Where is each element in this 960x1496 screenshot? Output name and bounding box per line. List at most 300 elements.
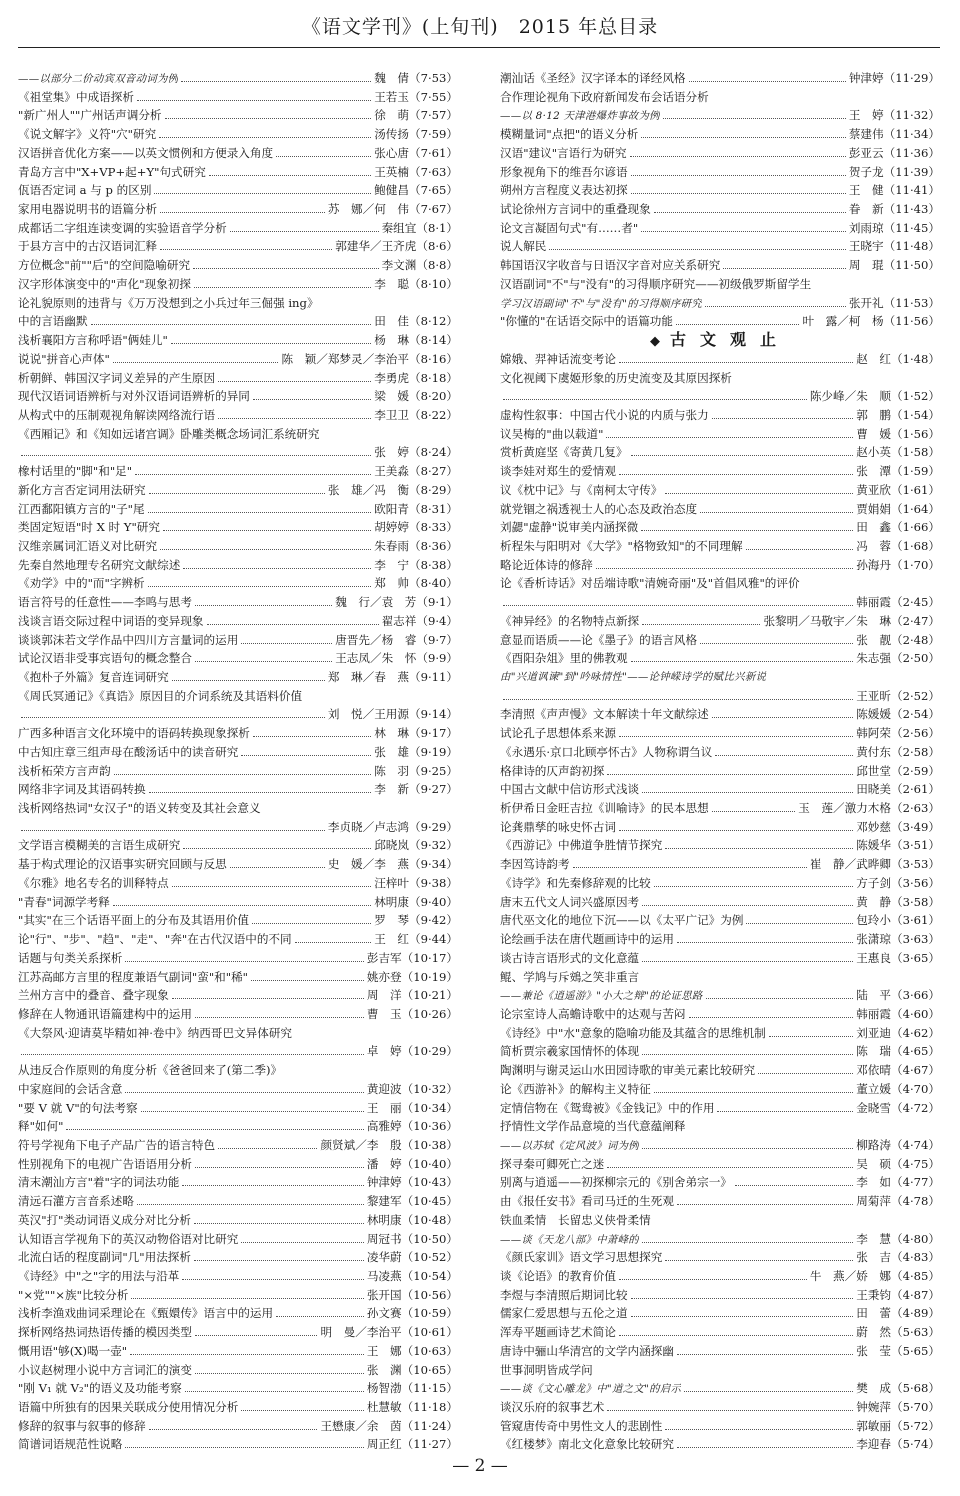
entry-title: 浅析李渔戏曲词采理论在《甄嬛传》语言中的运用 [18, 1306, 274, 1321]
dot-leader [642, 1054, 853, 1055]
toc-entry [18, 986, 458, 1005]
entry-author-page: 张 靓（2·48） [856, 632, 940, 647]
toc-entry [500, 237, 940, 256]
entry-title: 从违反合作原则的角度分析《爸爸回来了(第二季)》 [18, 1063, 283, 1078]
dot-leader [642, 1242, 853, 1243]
entry-title: 汉语拼音优化方案——以英文惯例和方便录入角度 [18, 145, 274, 160]
toc-entry [500, 574, 940, 593]
entry-author-page: 李贞晓／卢志鸿（9·29） [327, 819, 458, 834]
toc-entry [500, 836, 940, 855]
entry-title: 修辞的叙事与叙事的修辞 [18, 1418, 146, 1433]
entry-author-page: 胡婷婷（8·33） [374, 520, 458, 535]
dot-leader [642, 1148, 853, 1149]
dot-leader [194, 287, 371, 288]
dot-leader [665, 1429, 853, 1430]
toc-entry [500, 369, 940, 388]
entry-title: 论《西游补》的解构主义特征 [500, 1081, 651, 1096]
toc-entry [18, 1136, 458, 1155]
entry-title: 释"如何" [18, 1119, 64, 1134]
toc-entry [18, 1173, 458, 1192]
entry-author-page: 王 娜（10·63） [366, 1343, 458, 1358]
entry-author-page: 朱志强（2·50） [856, 651, 940, 666]
toc-entry [18, 1005, 458, 1024]
entry-title: 李煜与李清照后期词比较 [500, 1287, 628, 1302]
entry-author-page: 包玲小（3·61） [856, 913, 940, 928]
entry-author-page: 王晓宇（11·48） [848, 239, 940, 254]
dot-leader [66, 1129, 363, 1130]
entry-title: 英汉"打"类动词语义成分对比分析 [18, 1212, 191, 1227]
entry-title: 略论近体诗的修辞 [500, 557, 593, 572]
entry-title: 浅谈言语交际过程中词语的变异现象 [18, 613, 204, 628]
entry-author-page: 崔 静／武晔卿（3·53） [809, 857, 940, 872]
dot-leader [684, 1391, 853, 1392]
toc-entry [500, 88, 940, 107]
entry-title: 格律诗的仄声韵初探 [500, 763, 605, 778]
toc-entry [18, 1304, 458, 1323]
entry-title: 浅析襄阳方言称呼语"俩娃儿" [18, 333, 168, 348]
entry-title: 广西多种语言文化环境中的语码转换现象探析 [18, 726, 250, 741]
dot-leader [654, 886, 853, 887]
entry-title: 论文言凝固句式"有……者" [500, 220, 639, 235]
toc-entry [500, 874, 940, 893]
entry-author-page: 张 婷（8·24） [374, 445, 458, 460]
toc-entry [500, 1005, 940, 1024]
entry-author-page: 眷 新（11·43） [848, 202, 940, 217]
entry-author-page: 卓 婷（10·29） [366, 1044, 458, 1059]
entry-title: 江西鄱阳镇方言的"子"尾 [18, 501, 145, 516]
entry-title: 《周氏冥通记》《真诰》原因目的介词系统及其语料价值 [18, 688, 303, 703]
entry-title: 别离与逍遥——初探柳宗元的《别舍弟宗一》 [500, 1175, 732, 1190]
entry-title: 《西厢记》和《知如远诸宫调》卧雕类概念场词汇系统研究 [18, 426, 320, 441]
entry-author-page: 张潇琼（3·63） [856, 932, 940, 947]
entry-title: 唐代巫文化的地位下沉——以《太平广记》为例 [500, 913, 744, 928]
entry-author-page: 玉 莲／激力木格（2·63） [798, 801, 940, 816]
dot-leader [251, 980, 364, 981]
entry-title: 定情信物在《鸳鸯被》《金钱记》中的作用 [500, 1100, 715, 1115]
dot-leader [607, 1167, 853, 1168]
toc-entry [500, 106, 940, 125]
entry-title: 管窥唐传奇中男性文人的悲剧性 [500, 1418, 663, 1433]
dot-leader [195, 605, 332, 606]
dot-leader [712, 717, 854, 718]
toc-entry [18, 574, 458, 593]
entry-title: 论宗室诗人高蟾诗歌中的达观与苦闷 [500, 1006, 686, 1021]
entry-title: 简谱词语规范性说略 [18, 1437, 123, 1452]
dot-leader [135, 474, 371, 475]
dot-leader [619, 362, 853, 363]
entry-author-page: 田 鑫（1·66） [856, 520, 940, 535]
toc-entry [18, 612, 458, 631]
entry-author-page: 徐 萌（7·57） [374, 108, 458, 123]
toc-entry [18, 1267, 458, 1286]
toc-entry [18, 1211, 458, 1230]
toc-entry [18, 106, 458, 125]
toc-entry [18, 369, 458, 388]
toc-column-left [18, 69, 458, 1454]
entry-title: 《说文解字》义符"穴"研究 [18, 127, 157, 142]
toc-entry [500, 855, 940, 874]
dot-leader [663, 118, 846, 119]
toc-entry [18, 518, 458, 537]
dot-leader [654, 212, 846, 213]
toc-entry [500, 312, 940, 331]
toc-entry [500, 743, 940, 762]
dot-leader [172, 998, 364, 999]
entry-title: 江苏高邮方言里的程度兼语气副词"蛮"和"稀" [18, 969, 249, 984]
dot-leader [194, 1260, 364, 1261]
toc-entry [500, 762, 940, 781]
dot-leader [183, 568, 371, 569]
entry-author-page: 周 洋（10·21） [366, 988, 458, 1003]
entry-title: 抒情性文学作品意境的当代意蕴阐释 [500, 1119, 686, 1134]
entry-author-page: 李 慧（4·80） [856, 1231, 940, 1246]
entry-title: 兰州方言中的叠音、叠字现象 [18, 988, 169, 1003]
entry-title: 刘勰"虚静"说审美内涵探微 [500, 520, 639, 535]
entry-author-page: 唐晋先／杨 睿（9·7） [335, 632, 458, 647]
entry-author-page: 李 如（4·77） [856, 1175, 940, 1190]
entry-author-page: 牛 燕／娇 娜（4·85） [809, 1269, 940, 1283]
toc-entry [500, 1173, 940, 1192]
entry-author-page: 史 媛／李 燕（9·34） [327, 857, 458, 872]
toc-entry [18, 1248, 458, 1267]
entry-author-page: 董立媛（4·70） [856, 1081, 940, 1096]
toc-entry [18, 443, 458, 462]
dot-leader [91, 324, 372, 325]
dot-leader [21, 830, 325, 831]
dot-leader [230, 231, 379, 232]
dot-leader [114, 774, 371, 775]
entry-title: 清远石灌方言音系述略 [18, 1194, 134, 1209]
entry-author-page: 魏 倩（7·53） [374, 71, 458, 85]
entry-author-page: 张 雄（9·19） [374, 744, 458, 759]
entry-title: 汉字形体演变中的"声化"现象初探 [18, 276, 191, 291]
entry-title: 说说"拼音心声体" [18, 351, 110, 366]
dot-leader [607, 1410, 853, 1411]
toc-entry [18, 200, 458, 219]
toc-entry [18, 1080, 458, 1099]
toc-entry [18, 762, 458, 781]
entry-author-page: 邱晓岚（9·32） [374, 838, 458, 853]
toc-entry [18, 69, 458, 88]
toc-entry [18, 911, 458, 930]
toc-entry [500, 705, 940, 724]
entry-title: 《酉阳杂俎》里的佛教观 [500, 651, 628, 666]
toc-entry [500, 1361, 940, 1380]
toc-entry [18, 668, 458, 687]
toc-entry [500, 668, 940, 687]
toc-entry [500, 949, 940, 968]
entry-author-page: 潘 婷（10·40） [366, 1156, 458, 1171]
dot-leader [641, 137, 846, 138]
entry-author-page: 梁 媛（8·20） [374, 389, 458, 404]
entry-title: ——谈《文心雕龙》中"道之文"的启示 [500, 1383, 682, 1396]
entry-title: 谈谈郭沫若文学作品中四川方言量词的运用 [18, 632, 239, 647]
toc-entry [500, 1080, 940, 1099]
toc-entry [18, 219, 458, 238]
toc-entry [500, 1304, 940, 1323]
toc-entry [18, 387, 458, 406]
dot-leader [113, 905, 371, 906]
dot-leader [149, 1429, 318, 1430]
entry-title: 朔州方言程度义表达初探 [500, 183, 628, 198]
entry-title: 探寻秦可卿死亡之迷 [500, 1156, 605, 1171]
toc-entry [500, 968, 940, 987]
dot-leader [195, 661, 332, 662]
dot-leader [735, 1185, 853, 1186]
entry-title: 《尔雅》地名专名的训释特点 [18, 875, 169, 890]
entry-author-page: 邓妙慈（3·49） [856, 819, 940, 834]
entry-author-page: 郑 帅（8·40） [374, 576, 458, 591]
entry-author-page: 赵小英（1·58） [856, 445, 940, 460]
dot-leader [21, 717, 325, 718]
entry-author-page: 高雅婷（10·36） [366, 1119, 458, 1134]
entry-title: 唐诗中骊山华清宫的文学内涵探幽 [500, 1343, 674, 1358]
entry-title: 成都话二字组连读变调的实验语音学分析 [18, 220, 227, 235]
entry-title: 《颜氏家训》语文学习思想探究 [500, 1250, 663, 1265]
toc-entry [18, 780, 458, 799]
dot-leader [619, 736, 853, 737]
toc-entry [500, 256, 940, 275]
toc-entry [18, 537, 458, 556]
dot-leader [769, 1036, 853, 1037]
toc-entry [18, 687, 458, 706]
entry-title: 新化方言否定词用法研究 [18, 482, 146, 497]
entry-title: 赏析黄庭坚《寄黄几复》 [500, 445, 628, 460]
entry-title: 试论孔子思想体系来源 [500, 726, 616, 741]
dot-leader [172, 886, 371, 887]
dot-leader [252, 923, 371, 924]
entry-author-page: 邱世堂（2·59） [856, 763, 940, 778]
toc-entry [500, 537, 940, 556]
dot-leader [241, 1242, 364, 1243]
toc-entry [18, 968, 458, 987]
entry-author-page: 张开礼（11·53） [848, 295, 940, 310]
entry-title: 基于构式理论的汉语事实研究回顾与反思 [18, 857, 227, 872]
dot-leader [113, 362, 279, 363]
dot-leader [642, 624, 760, 625]
entry-author-page: 张 雄／冯 衡（8·29） [327, 482, 458, 497]
entry-title: 家用电器说明书的语篇分析 [18, 202, 158, 217]
dot-leader [596, 568, 853, 569]
dot-leader [712, 418, 854, 419]
dot-leader [154, 193, 371, 194]
toc-entry [500, 1286, 940, 1305]
entry-title: 认知语言学视角下的英汉动物俗语对比研究 [18, 1231, 239, 1246]
entry-author-page: 郑 琳／春 燕（9·11） [327, 670, 458, 684]
dot-leader [194, 1223, 364, 1224]
dot-leader [276, 156, 371, 157]
toc-entry [18, 331, 458, 350]
entry-title: 李清照《声声慢》文本解读十年文献综述 [500, 707, 709, 722]
entry-author-page: 鲍健昌（7·65） [374, 183, 458, 198]
entry-author-page: 王英楠（7·63） [374, 164, 458, 179]
dot-leader [149, 493, 325, 494]
toc-entry [500, 181, 940, 200]
toc-entry [18, 1435, 458, 1454]
entry-title: 中国古文献中信访形式浅谈 [500, 782, 640, 797]
toc-entry [18, 705, 458, 724]
dot-leader [185, 1391, 364, 1392]
dot-leader [631, 661, 854, 662]
toc-entry [18, 893, 458, 912]
dot-leader [172, 680, 325, 681]
entry-author-page: 陈 颖／郑梦灵／李治平（8·16） [281, 351, 458, 366]
entry-author-page: 黄迎波（10·32） [366, 1081, 458, 1096]
entry-author-page: 黄 静（3·58） [856, 894, 940, 909]
toc-entry [500, 649, 940, 668]
entry-title: 虚构性叙事：中国古代小说的内质与张力 [500, 407, 709, 422]
dot-leader [149, 792, 372, 793]
entry-title: 于县方言中的古汉语词汇释 [18, 239, 158, 254]
dot-leader [148, 512, 372, 513]
entry-author-page: 张 渊（10·65） [366, 1362, 458, 1377]
entry-author-page: 蔡建伟（11·34） [848, 127, 940, 142]
dot-leader [276, 1316, 364, 1317]
entry-title: 话题与句类关系探析 [18, 950, 123, 965]
entry-title: 议《枕中记》与《南柯太守传》 [500, 482, 663, 497]
dot-leader [141, 1111, 364, 1112]
entry-author-page: 彭亚云（11·36） [848, 145, 940, 160]
dot-leader [125, 1092, 363, 1093]
entry-title: 潮汕话《圣经》汉字译本的译经风格 [500, 71, 686, 85]
entry-author-page: 蔚 然（5·63） [856, 1325, 940, 1340]
entry-author-page: 苏 娜／何 伟（7·67） [327, 202, 458, 217]
entry-title: 现代汉语词语辨析与对外汉语词语辨析的异同 [18, 389, 250, 404]
dot-leader [700, 643, 853, 644]
dot-leader [503, 605, 853, 606]
toc-entry [18, 88, 458, 107]
entry-title: 橡村话里的"脚"和"足" [18, 464, 133, 479]
dot-leader [218, 381, 371, 382]
dot-leader [193, 268, 379, 269]
toc-entry [18, 836, 458, 855]
entry-author-page: 陆 平（3·66） [856, 988, 940, 1003]
entry-author-page: 黄付东（2·58） [856, 744, 940, 759]
toc-entry [18, 275, 458, 294]
dot-leader [717, 1111, 853, 1112]
entry-title: 《大祭风·迎请莫毕精如神·卷中》纳西哥巴文异体研究 [18, 1025, 293, 1040]
entry-author-page: 魏 行／袁 芳（9·1） [335, 595, 458, 610]
entry-author-page: 林 琳（9·17） [374, 726, 458, 741]
toc-entry [500, 1435, 940, 1454]
entry-author-page: 曹 媛（1·56） [856, 426, 940, 441]
dot-leader [712, 811, 796, 812]
dot-leader [230, 867, 325, 868]
entry-title: 论《香析诗话》对岳端诗歌"清婉奇丽"及"首倡风雅"的评价 [500, 576, 800, 591]
entry-author-page: 王懋康／余 茵（11·24） [320, 1418, 458, 1433]
entry-author-page: 田 蕾（4·89） [856, 1306, 940, 1321]
entry-title: 韩国语汉字收音与日语汉字音对应关系研究 [500, 258, 721, 273]
toc-entry [18, 1230, 458, 1249]
dot-leader [631, 455, 854, 456]
toc-entry [500, 1267, 940, 1286]
toc-entry [18, 1061, 458, 1080]
entry-title: 李因笃诗韵考 [500, 857, 570, 872]
toc-entry [18, 799, 458, 818]
toc-entry [500, 1248, 940, 1267]
dot-leader [195, 1167, 364, 1168]
dot-leader [171, 343, 371, 344]
entry-title: "其实"在三个话语平面上的分布及其语用价值 [18, 913, 249, 928]
entry-title: 嫦娥、羿神话流变考论 [500, 351, 616, 366]
dot-leader [218, 418, 371, 419]
entry-author-page: 明 曼／李治平（10·61） [320, 1325, 458, 1340]
entry-title: 浑寿平题画诗艺术简论 [500, 1325, 616, 1340]
entry-author-page: 王秉钧（4·87） [856, 1287, 940, 1302]
entry-title: 世事洞明皆成学问 [500, 1362, 593, 1377]
dot-leader [723, 268, 846, 269]
toc-entry [18, 1117, 458, 1136]
toc-entry [18, 1024, 458, 1043]
toc-entry [18, 949, 458, 968]
entry-author-page: 田晓美（2·61） [856, 782, 940, 797]
entry-title: 《西游记》中佛道争胜情节探究 [500, 838, 663, 853]
toc-entry [18, 1361, 458, 1380]
dot-leader [209, 175, 371, 176]
dot-leader [503, 399, 807, 400]
entry-author-page: 罗 琴（9·42） [374, 913, 458, 928]
entry-author-page: 陈媛媛（2·54） [856, 707, 940, 722]
entry-title: ——以部分二价动宾双音动词为例 [18, 73, 179, 85]
entry-author-page: 郭 鹏（1·54） [856, 407, 940, 422]
entry-title: 探析网络热词热语传播的模因类型 [18, 1325, 192, 1340]
entry-title: 《诗学》和先秦修辞观的比较 [500, 875, 651, 890]
entry-author-page: 王亚昕（2·52） [856, 688, 940, 703]
toc-entry [18, 1042, 458, 1061]
entry-title: 儒家仁爱思想与五伦之道 [500, 1306, 628, 1321]
entry-title: 论"行"、"步"、"趋"、"走"、"奔"在古代汉语中的不同 [18, 932, 292, 947]
entry-author-page: 彭吉军（10·17） [366, 950, 458, 965]
dot-leader [195, 1017, 364, 1018]
toc-entry [500, 200, 940, 219]
dot-leader [181, 81, 371, 82]
entry-author-page: 王惠良（3·65） [856, 950, 940, 965]
toc-entry [18, 855, 458, 874]
dot-leader [207, 624, 379, 625]
toc-entry [500, 500, 940, 519]
toc-entry [500, 930, 940, 949]
entry-title: 析朝鲜、韩国汉字词义差异的产生原因 [18, 370, 216, 385]
dot-leader [160, 549, 371, 550]
entry-author-page: 张 吉（4·83） [856, 1250, 940, 1265]
entry-author-page: 陈少峰／朱 顺（1·52） [809, 389, 940, 404]
toc-entry [500, 275, 940, 294]
dot-leader [253, 736, 371, 737]
dot-leader [182, 1185, 363, 1186]
entry-title: 学习汉语副词"不"与"没有"的习得顺序研究 [500, 297, 703, 310]
toc-entry [18, 1286, 458, 1305]
toc-entry [18, 930, 458, 949]
section-heading [500, 331, 940, 350]
dot-leader [137, 100, 371, 101]
dot-leader [160, 249, 332, 250]
entry-title: 浅析柘荣方言声韵 [18, 763, 111, 778]
entry-title: 语篇中所独有的因果关联成分使用情况分析 [18, 1400, 239, 1415]
entry-title: 试论汉语非受事宾语句的概念整合 [18, 651, 192, 666]
dot-leader [665, 1260, 853, 1261]
dot-leader [125, 1447, 363, 1448]
entry-author-page: 翟志祥（9·4） [381, 613, 458, 628]
diamond-icon: ◆ [649, 334, 660, 350]
toc-entry [18, 1155, 458, 1174]
toc-entry [500, 163, 940, 182]
toc-entry [500, 387, 940, 406]
header-rule [18, 47, 940, 48]
entry-title: 清末潮汕方言"着"字的词法功能 [18, 1175, 180, 1190]
dot-leader [642, 961, 853, 962]
dot-leader [137, 1204, 364, 1205]
dot-leader [630, 156, 846, 157]
